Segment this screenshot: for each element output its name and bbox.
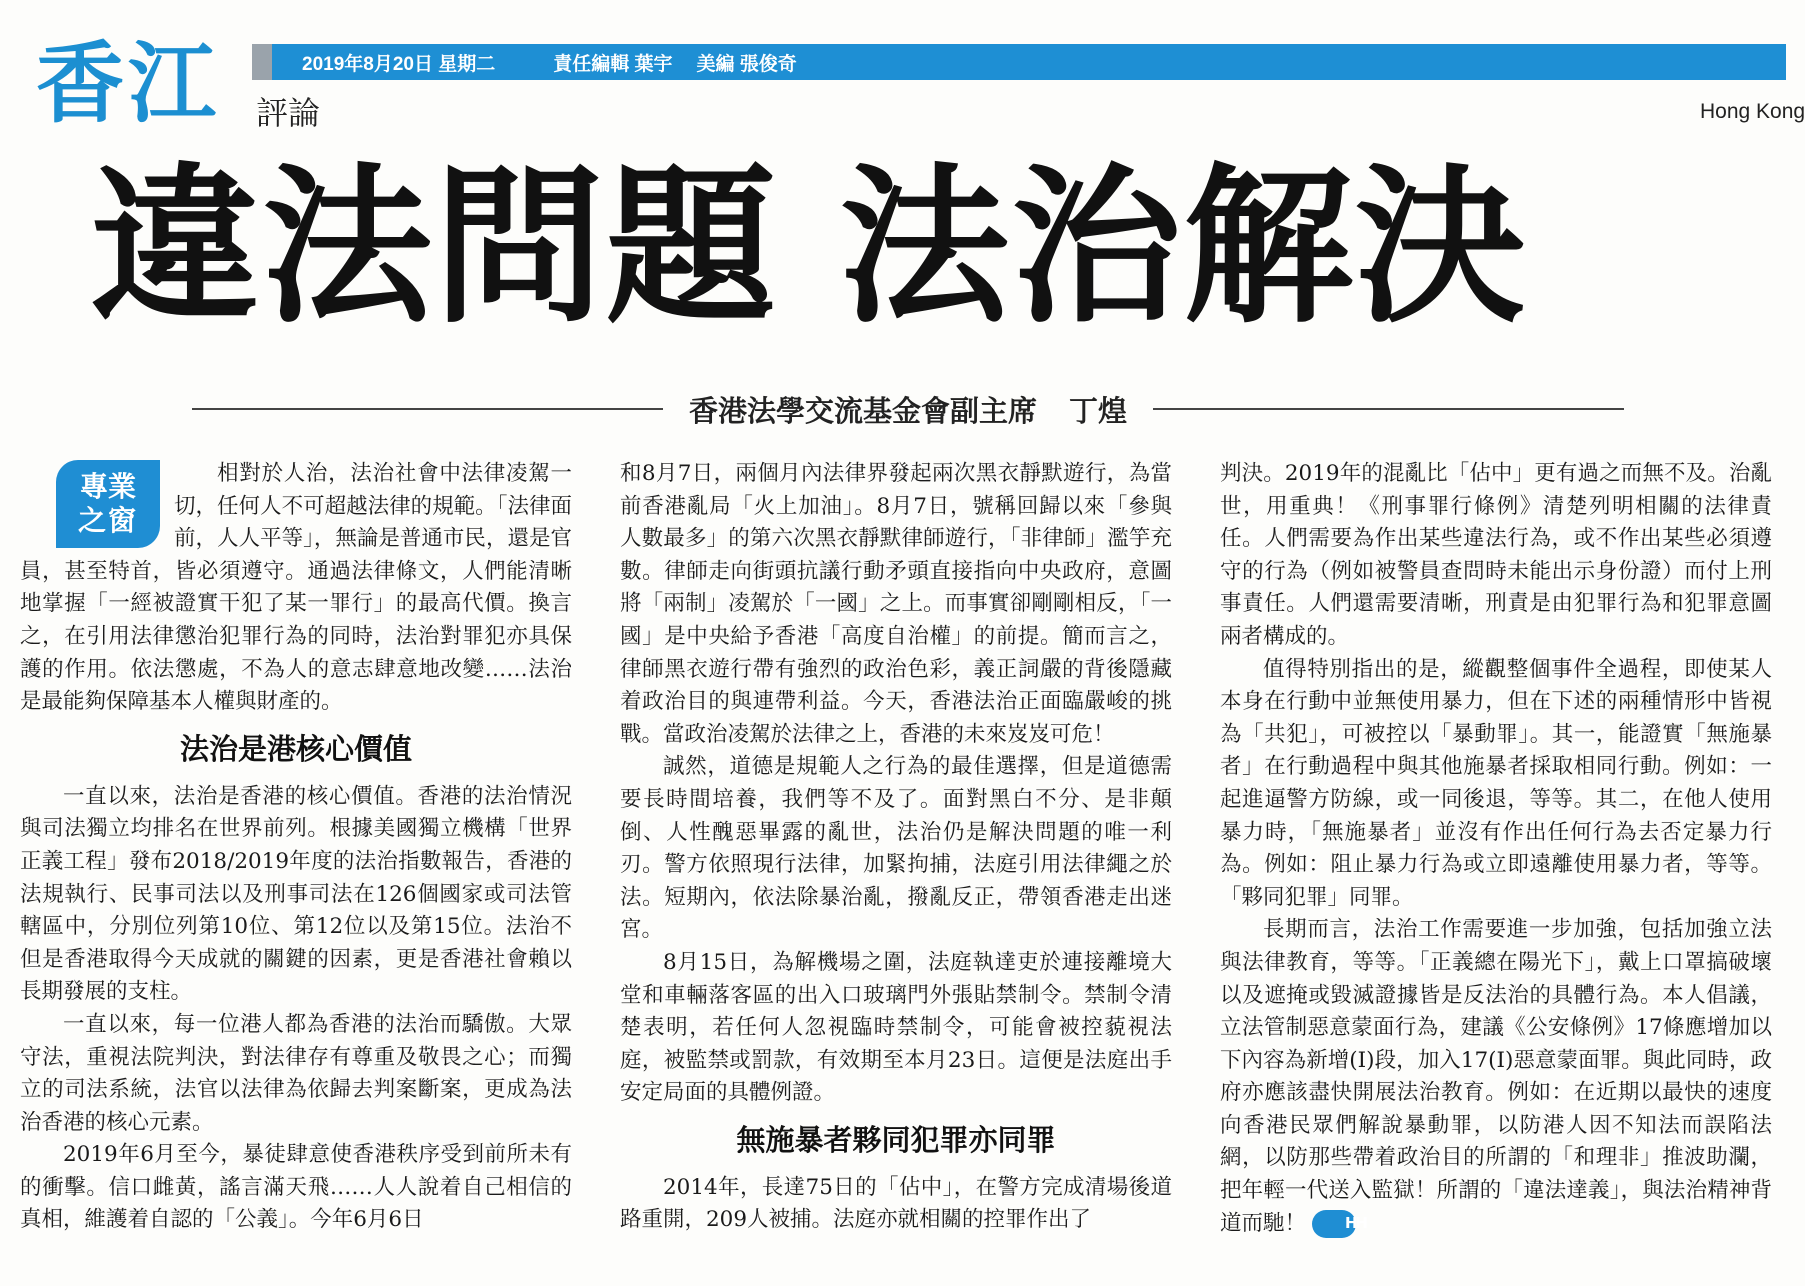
- paragraph: 誠然，道德是規範人之行為的最佳選擇，但是道德需要長時間培養，我們等不及了。面對黑白不分、是非顛倒、人性醜惡畢露的亂世，法治仍是解決問題的唯一利刃。警方依照現行法律，加緊拘捕，法庭引用法律繩之於法。短期內，依法除暴治亂，撥亂反正，帶領香港走出迷宮。: [620, 754, 1172, 943]
- article-column-1: [20, 458, 572, 1237]
- section-label: 評論: [256, 94, 321, 132]
- byline-text: [689, 389, 1127, 430]
- closing-text: 長期而言，法治工作需要進一步加強，包括加強立法與法律教育，等等。「正義總在陽光下」，戴上口罩搞破壞以及遮掩或毀滅證據皆是反法治的具體行為。本人倡議，立法管制惡意蒙面行為，建議《公安條例》17條應增加以下內容為新增(I)段，加入17(I)惡意蒙面罪。與此同時，政府亦應該盡快開展法治教育。例如：在近期以最快的速度向香港民眾們解說暴動罪，以防港人因不知法而誤陷法網，以防那些帶着政治目的所謂的「和理非」推波助瀾，把年輕一代送入監獄！所謂的「違法達義」，與法治精神背道而馳！: [1220, 917, 1772, 1236]
- paragraph: 2014年，長達75日的「佔中」，在警方完成清場後道路重開，209人被捕。法庭亦就相關的控罪作出了: [620, 1174, 1172, 1233]
- paragraph: 相對於人治，法治社會中法律凌駕一切，任何人不可超越法律的規範。「法律面前，人人平等」，無論是普通市民，還是官員，甚至特首，皆必須遵守。通過法律條文，人們能清晰地掌握「一經被證實干犯了某一罪行」的最高代價。換言之，在引用法律懲治犯罪行為的同時，法治對罪犯亦具保護的作用。依法懲處，不為人的意志肆意地改變……法治是最能夠保障基本人權與財產的。: [20, 461, 572, 715]
- masthead-info-bar: [252, 44, 1786, 80]
- paragraph: 2019年6月至今，暴徒肆意使香港秩序受到前所未有的衝擊。信口雌黃，謠言滿天飛……人人說着自己相信的真相，維護着自認的「公義」。今年6月6日: [20, 1142, 572, 1233]
- edition-label: Hong Kong: [1700, 100, 1805, 123]
- issue-date: 2019年8月20日 星期二: [302, 53, 496, 75]
- byline-rule-left: [192, 408, 663, 410]
- byline-rule-right: [1153, 408, 1624, 410]
- author-role: 香港法學交流基金會副主席: [688, 393, 1037, 428]
- masthead-brand: 香江: [36, 32, 221, 135]
- subheading: 無施暴者夥同犯罪亦同罪: [736, 1122, 1056, 1157]
- article-column-3: [1220, 458, 1772, 1240]
- end-mark-logo: HH: [1312, 1210, 1356, 1238]
- paragraph: [1220, 914, 1772, 1240]
- paragraph: 一直以來，每一位港人都為香港的法治而驕傲。大眾守法，重視法院判決，對法律存有尊重及敬畏之心；而獨立的司法系統，法官以法律為依歸去判案斷案，更成為法治香港的核心元素。: [20, 1011, 572, 1135]
- paragraph: 值得特別指出的是，縱觀整個事件全過程，即使某人本身在行動中並無使用暴力，但在下述的兩種情形中皆視為「共犯」，可被控以「暴動罪」。其一，能證實「無施暴者」在行動過程中與其他施暴者採取相同行動。例如：一起進逼警方防線，或一同後退，等等。其二，在他人使用暴力時，「無施暴者」並沒有作出任何行為去否定暴力行為。例如：阻止暴力行為或立即遠離使用暴力者，等等。「夥同犯罪」同罪。: [1220, 656, 1772, 910]
- author-name: 丁煌: [1069, 393, 1128, 428]
- editor-credit: 責任編輯 葉宇: [553, 53, 673, 75]
- article-headline: 違法問題 法治解決: [90, 147, 1528, 347]
- paragraph: 一直以來，法治是香港的核心價值。香港的法治情況與司法獨立均排名在世界前列。根據美國獨立機構「世界正義工程」發布2018/2019年度的法治指數報告，香港的法規執行、民事司法以及刑事司法在126個國家或司法管轄區中，分別位列第10位、第12位以及第15位。法治不但是香港取得今天成就的關鍵的因素，更是香港社會賴以長期發展的支柱。: [20, 783, 572, 1005]
- badge-line-2: 之窗: [77, 504, 138, 537]
- column-badge: [56, 460, 160, 548]
- article-column-2: [620, 458, 1172, 1237]
- paragraph: 和8月7日，兩個月內法律界發起兩次黑衣靜默遊行，為當前香港亂局「火上加油」。8月7日，號稱回歸以來「參與人數最多」的第六次黑衣靜默律師遊行，「非律師」濫竽充數。律師走向街頭抗議行動矛頭直接指向中央政府，意圖將「兩制」凌駕於「一國」之上。而事實卻剛剛相反，「一國」是中央給予香港「高度自治權」的前提。簡而言之，律師黑衣遊行帶有強烈的政治色彩，義正詞嚴的背後隱藏着政治目的與連帶利益。今天，香港法治正面臨嚴峻的挑戰。當政治凌駕於法律之上，香港的未來岌岌可危！: [620, 461, 1172, 747]
- paragraph: 判決。2019年的混亂比「佔中」更有過之而無不及。治亂世，用重典！《刑事罪行條例》清楚列明相關的法律責任。人們需要為作出某些違法行為，或不作出某些必須遵守的行為（例如被警員查問時未能出示身份證）而付上刑事責任。人們還需要清晰，刑責是由犯罪行為和犯罪意圖兩者構成的。: [1220, 461, 1772, 649]
- badge-line-1: 專業: [79, 470, 136, 504]
- byline: [192, 386, 1624, 432]
- paragraph: 8月15日，為解機場之圍，法庭執達吏於連接離境大堂和車輛落客區的出入口玻璃門外張貼禁制令。禁制令清楚表明，若任何人忽視臨時禁制令，可能會被控藐視法庭，被監禁或罰款，有效期至本月23日。這便是法庭出手安定局面的具體例證。: [620, 949, 1172, 1106]
- subheading: 法治是港核心價值: [179, 731, 412, 766]
- designer-credit: 美編 張俊奇: [696, 53, 797, 75]
